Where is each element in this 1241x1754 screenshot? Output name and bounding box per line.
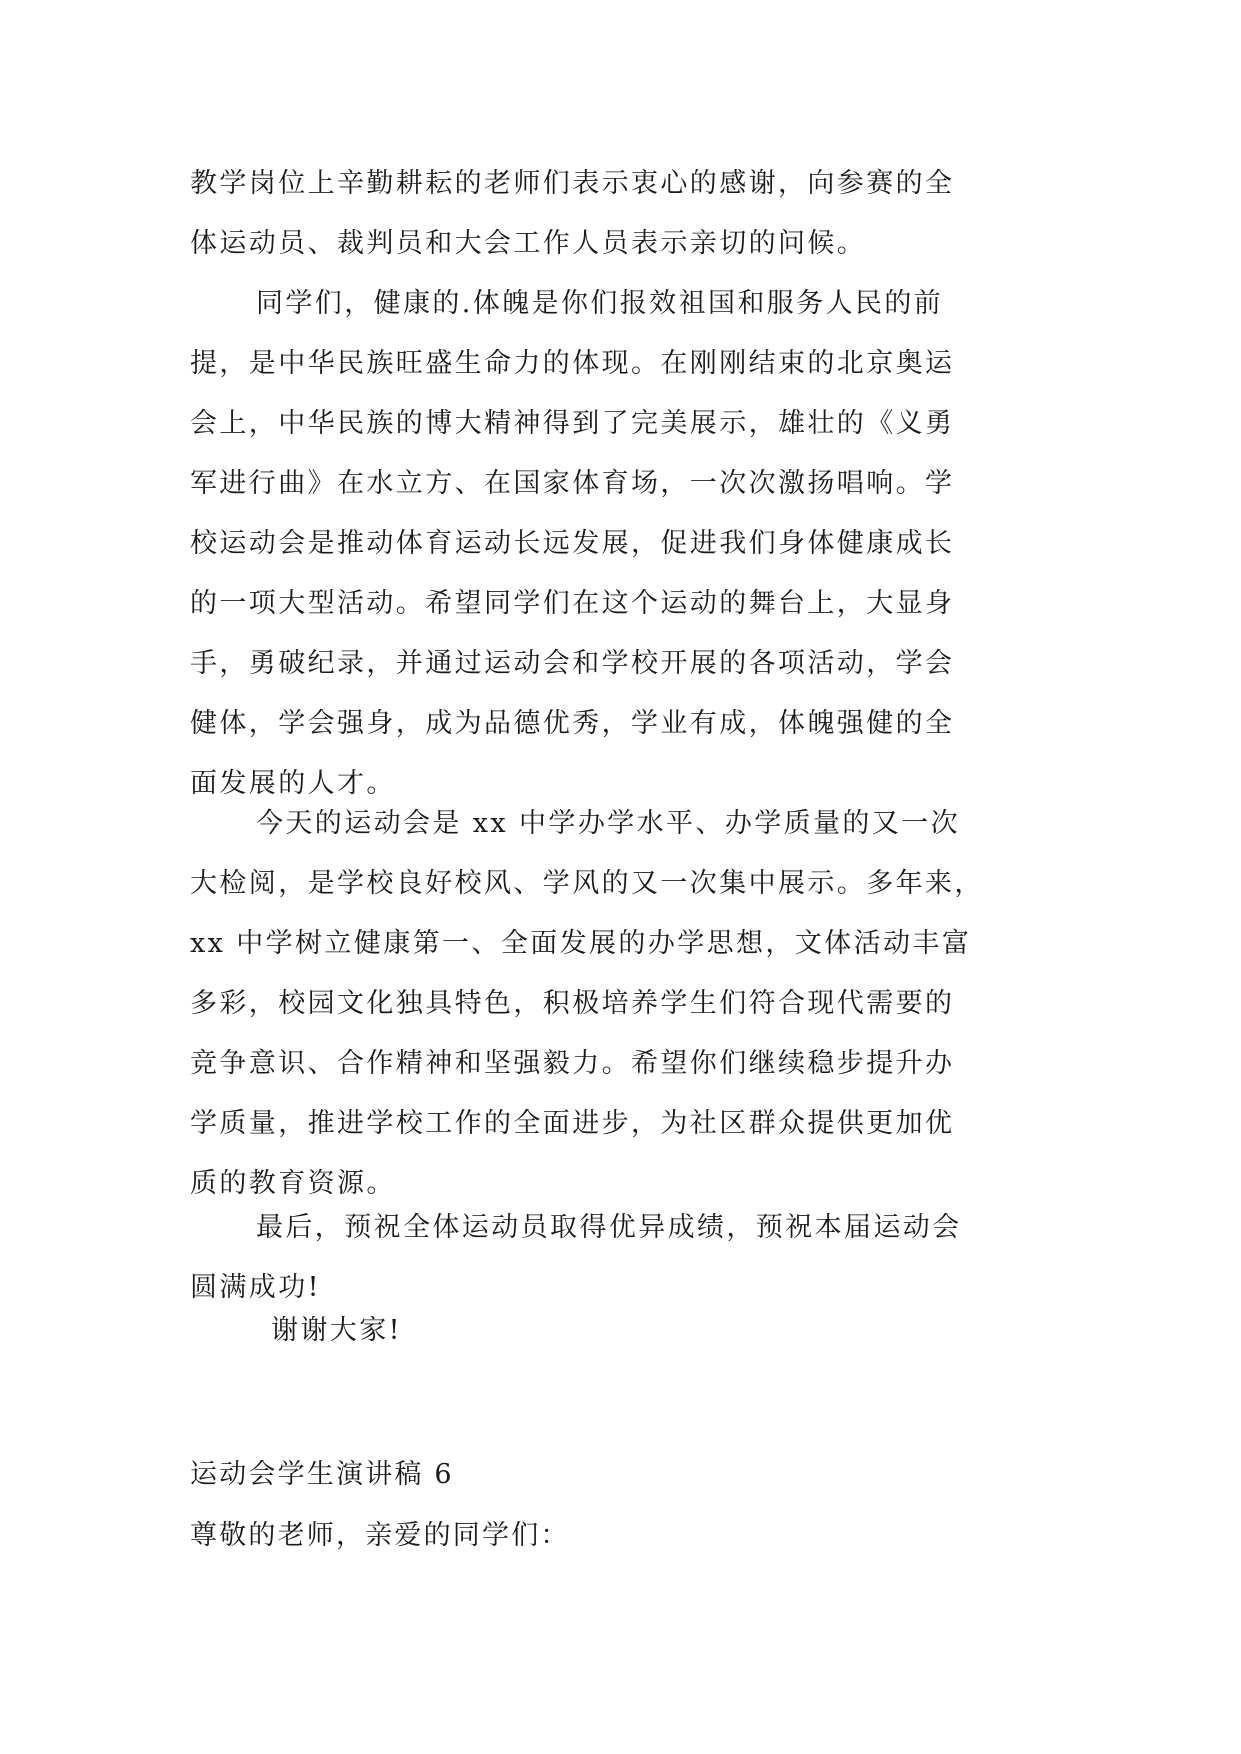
- paragraph-line: 体运动员、裁判员和大会工作人员表示亲切的问候。: [190, 228, 867, 259]
- paragraph-line: 提，是中华民族旺盛生命力的体现。在刚刚结束的北京奥运: [190, 348, 955, 379]
- paragraph-line: 手，勇破纪录，并通过运动会和学校开展的各项活动，学会: [190, 648, 955, 679]
- paragraph-line: 同学们，健康的.体魄是你们报效祖国和服务人民的前: [256, 288, 944, 319]
- paragraph-line: 大检阅，是学校良好校风、学风的又一次集中展示。多年来，: [190, 868, 984, 899]
- paragraph-line: 学质量，推进学校工作的全面进步，为社区群众提供更加优: [190, 1108, 955, 1139]
- paragraph-line: 健体，学会强身，成为品德优秀，学业有成，体魄强健的全: [190, 708, 955, 739]
- paragraph-line: 教学岗位上辛勤耕耘的老师们表示衷心的感谢，向参赛的全: [190, 168, 955, 199]
- paragraph-line: 今天的运动会是 xx 中学办学水平、办学质量的又一次: [256, 808, 961, 839]
- paragraph-line: 校运动会是推动体育运动长远发展，促进我们身体健康成长: [190, 528, 955, 559]
- greeting: 尊敬的老师，亲爱的同学们：: [190, 1520, 570, 1551]
- paragraph-line: 竞争意识、合作精神和坚强毅力。希望你们继续稳步提升办: [190, 1048, 955, 1079]
- section-title: 运动会学生演讲稿 6: [190, 1459, 454, 1490]
- paragraph-line: 军进行曲》在水立方、在国家体育场，一次次激扬唱响。学: [190, 468, 955, 499]
- paragraph-line: 质的教育资源。: [190, 1168, 396, 1199]
- paragraph-line: 多彩，校园文化独具特色，积极培养学生们符合现代需要的: [190, 988, 955, 1019]
- paragraph-4: [190, 1198, 1052, 1318]
- paragraph-line: 面发展的人才。: [190, 768, 396, 799]
- closing-thanks: 谢谢大家!: [271, 1315, 402, 1346]
- paragraph-line: 的一项大型活动。希望同学们在这个运动的舞台上，大显身: [190, 588, 955, 619]
- paragraph-line: 最后，预祝全体运动员取得优异成绩，预祝本届运动会: [256, 1212, 962, 1243]
- paragraph-line: xx 中学树立健康第一、全面发展的办学思想，文体活动丰富: [190, 928, 972, 959]
- paragraph-line: 会上，中华民族的博大精神得到了完美展示，雄壮的《义勇: [190, 408, 955, 439]
- paragraph-1: [190, 154, 1052, 274]
- paragraph-3: [190, 794, 1052, 1214]
- paragraph-line: 圆满成功!: [190, 1272, 321, 1303]
- paragraph-2: [190, 274, 1052, 814]
